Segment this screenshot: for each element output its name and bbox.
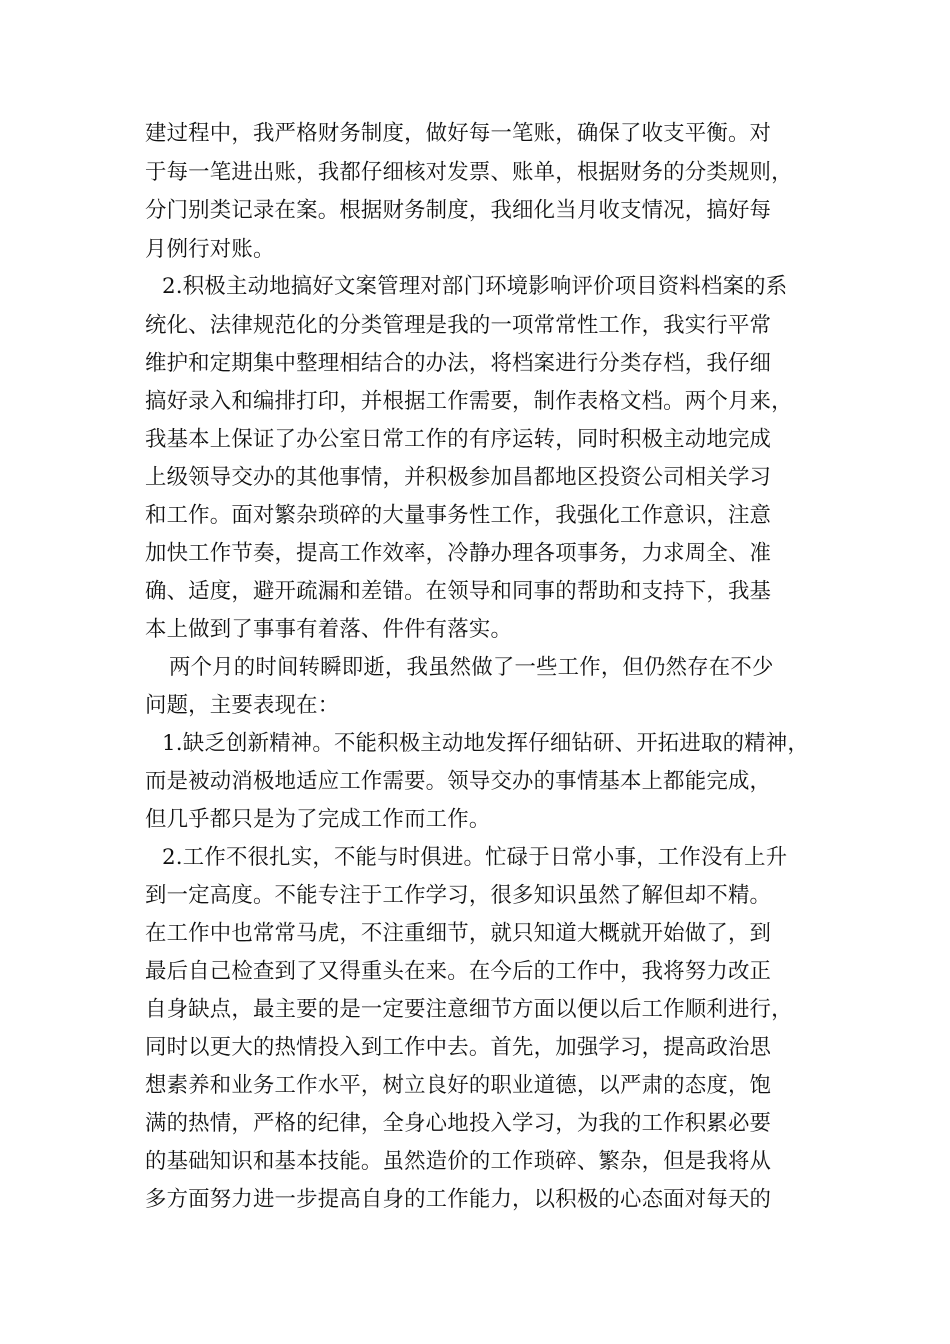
text-line: 搞好录入和编排打印，并根据工作需要，制作表格文档。两个月来， bbox=[145, 389, 793, 414]
text-line: 建过程中，我严格财务制度，做好每一笔账，确保了收支平衡。对 bbox=[145, 121, 772, 146]
text-line: 确、适度，避开疏漏和差错。在领导和同事的帮助和支持下，我基 bbox=[145, 579, 772, 604]
text-line: 在工作中也常常马虎，不注重细节，就只知道大概就开始做了，到 bbox=[145, 921, 772, 946]
text-line: 2.工作不很扎实，不能与时俱进。忙碌于日常小事，工作没有上升 bbox=[162, 845, 788, 870]
text-line: 最后自己检查到了又得重头在来。在今后的工作中，我将努力改正 bbox=[145, 959, 772, 984]
text-line: 两个月的时间转瞬即逝，我虽然做了一些工作，但仍然存在不少 bbox=[169, 655, 774, 680]
text-line: 自身缺点，最主要的是一定要注意细节方面以便以后工作顺利进行， bbox=[145, 997, 793, 1022]
text-line: 问题，主要表现在： bbox=[145, 693, 340, 718]
text-line: 1.缺乏创新精神。不能积极主动地发挥仔细钻研、开拓进取的精神， bbox=[162, 731, 809, 756]
text-line: 多方面努力进一步提高自身的工作能力，以积极的心态面对每天的 bbox=[145, 1187, 772, 1212]
text-line: 想素养和业务工作水平，树立良好的职业道德，以严肃的态度，饱 bbox=[145, 1073, 772, 1098]
text-line: 加快工作节奏，提高工作效率，冷静办理各项事务，力求周全、准 bbox=[145, 541, 772, 566]
text-line: 的基础知识和基本技能。虽然造价的工作琐碎、繁杂，但是我将从 bbox=[145, 1149, 772, 1174]
text-line: 而是被动消极地适应工作需要。领导交办的事情基本上都能完成， bbox=[145, 769, 772, 794]
text-line: 我基本上保证了办公室日常工作的有序运转，同时积极主动地完成 bbox=[145, 427, 772, 452]
text-line: 满的热情，严格的纪律，全身心地投入学习，为我的工作积累必要 bbox=[145, 1111, 772, 1136]
text-line: 维护和定期集中整理相结合的办法，将档案进行分类存档，我仔细 bbox=[145, 351, 772, 376]
text-line: 2.积极主动地搞好文案管理对部门环境影响评价项目资料档案的系 bbox=[162, 274, 788, 299]
text-line: 统化、法律规范化的分类管理是我的一项常常性工作，我实行平常 bbox=[145, 313, 772, 338]
text-line: 到一定高度。不能专注于工作学习，很多知识虽然了解但却不精。 bbox=[145, 883, 772, 908]
text-line: 但几乎都只是为了完成工作而工作。 bbox=[145, 807, 491, 832]
text-line: 同时以更大的热情投入到工作中去。首先，加强学习，提高政治思 bbox=[145, 1035, 772, 1060]
text-line: 于每一笔进出账，我都仔细核对发票、账单，根据财务的分类规则， bbox=[145, 160, 793, 185]
text-line: 月例行对账。 bbox=[145, 237, 275, 262]
text-line: 上级领导交办的其他事情，并积极参加昌都地区投资公司相关学习 bbox=[145, 465, 772, 490]
text-line: 本上做到了事事有着落、件件有落实。 bbox=[145, 617, 513, 642]
text-line: 和工作。面对繁杂琐碎的大量事务性工作，我强化工作意识，注意 bbox=[145, 503, 772, 528]
text-line: 分门别类记录在案。根据财务制度，我细化当月收支情况，搞好每 bbox=[145, 198, 772, 223]
